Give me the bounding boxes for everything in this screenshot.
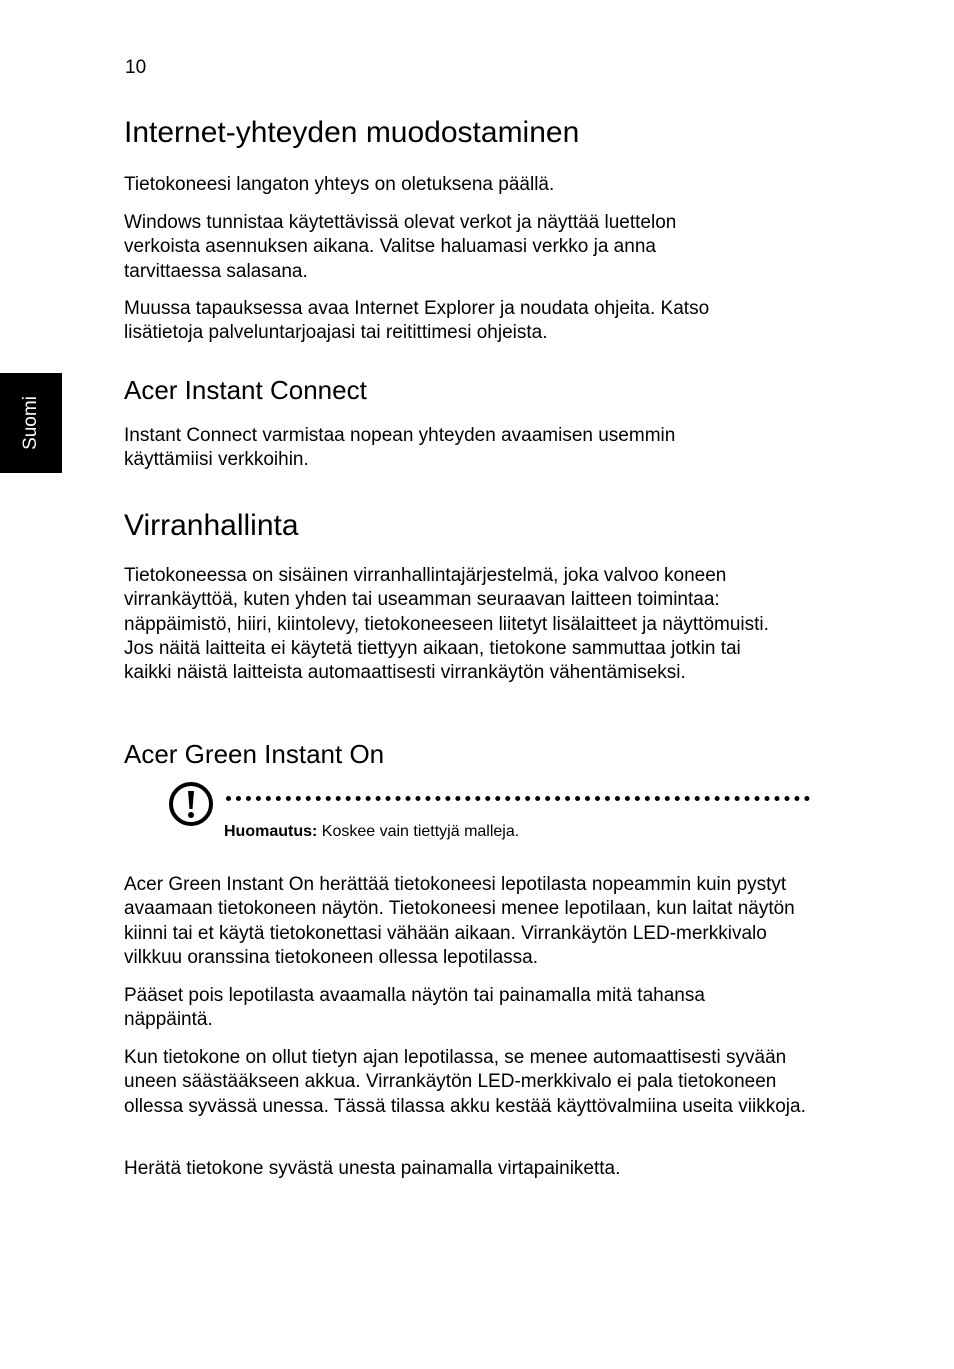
paragraph-green-1: Acer Green Instant On herättää tietokoneesi lepotilasta nopeammin kuin pystyt avaamaan tietokoneen näytön. Tietokoneesi menee lepotilaan, kun laitat näytön kiinni tai et käytä tietokonettasi vähään aikaan. Virrankäytön LED-merkkivalo vilkkuu oranssina tietokoneen ollessa lepotilassa. bbox=[124, 874, 795, 968]
language-side-tab bbox=[0, 373, 62, 473]
paragraph-green-4: Herätä tietokone syvästä unesta painamalla virtapainiketta. bbox=[124, 1158, 621, 1179]
note-label: Huomautus: bbox=[224, 823, 318, 840]
note-dotted-rule bbox=[226, 796, 810, 801]
paragraph-power: Tietokoneessa on sisäinen virranhallintajärjestelmä, joka valvoo koneen virrankäyttöä, kuten yhden tai useamman seuraavan laitteen toimintaa: näppäimistö, hiiri, kiintolevy, tietokoneeseen liitetyt lisälaitteet ja näyttömuisti. Jos näitä laitteita ei käytetä tiettyyn aikaan, tietokone sammuttaa jotkin tai kaikki näistä laitteista automaattisesti virrankäytön vähentämiseksi. bbox=[124, 565, 769, 684]
note-body: Koskee vain tiettyjä malleja. bbox=[317, 823, 520, 840]
paragraph-instant-connect: Instant Connect varmistaa nopean yhteyden avaamisen usemmin käyttämiisi verkkoihin. bbox=[124, 425, 676, 471]
heading-internet: Internet-yhteyden muodostaminen bbox=[124, 116, 580, 149]
heading-instant-connect: Acer Instant Connect bbox=[124, 375, 367, 405]
page-number: 10 bbox=[125, 57, 147, 78]
heading-power-management: Virranhallinta bbox=[124, 509, 299, 542]
exclamation-circle-icon bbox=[168, 781, 214, 827]
heading-green-instant-on: Acer Green Instant On bbox=[124, 739, 385, 769]
paragraph-green-2: Pääset pois lepotilasta avaamalla näytön tai painamalla mitä tahansa näppäintä. bbox=[124, 985, 705, 1031]
paragraph-internet-2: Windows tunnistaa käytettävissä olevat verkot ja näyttää luettelon verkoista asennuksen aikana. Valitse haluamasi verkko ja anna tarvittaessa salasana. bbox=[124, 212, 677, 282]
paragraph-internet-1: Tietokoneesi langaton yhteys on oletuksena päällä. bbox=[124, 174, 555, 195]
note-text bbox=[224, 822, 519, 842]
paragraph-internet-3: Muussa tapauksessa avaa Internet Explorer ja noudata ohjeita. Katso lisätietoja palveluntarjoajasi tai reitittimesi ohjeista. bbox=[124, 298, 710, 344]
paragraph-green-3: Kun tietokone on ollut tietyn ajan lepotilassa, se menee automaattisesti syvään uneen säästääkseen akkua. Virrankäytön LED-merkkivalo ei pala tietokoneen ollessa syvässä unessa. Tässä tilassa akku kestää käyttövalmiina useita viikkoja. bbox=[124, 1047, 806, 1117]
side-tab-label: Suomi bbox=[20, 396, 41, 450]
